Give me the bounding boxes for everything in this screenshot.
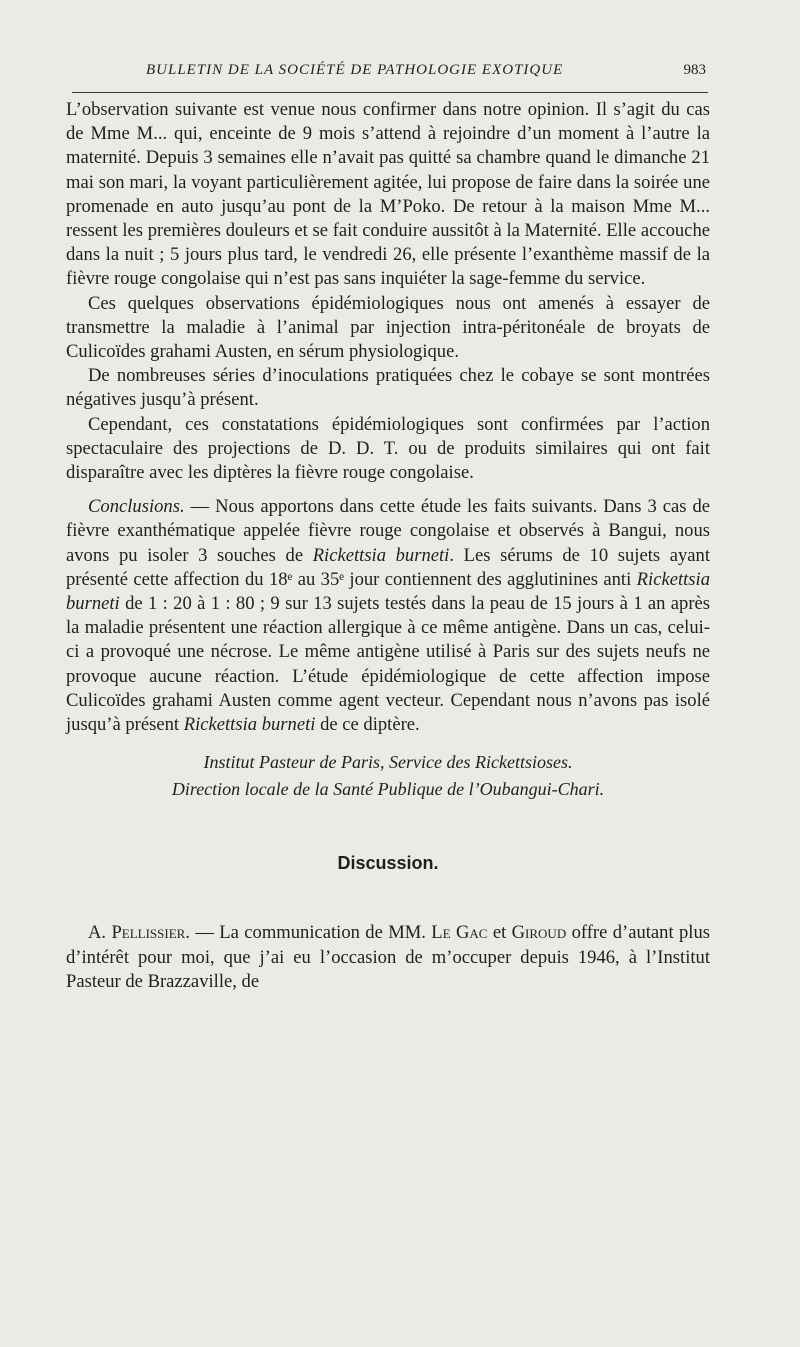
- conclusions-text-1: — Nous apportons dans cette étude les faits suivants. Dans 3 cas de fièvre exanthématique appelée fièvre rouge congolaise et observés à Bangui, nous avons pu isoler 3 souches de: [66, 496, 710, 566]
- affiliation-line-1: Institut Pasteur de Paris, Service des Rickettsioses.: [203, 752, 573, 773]
- author-name-2: Giroud: [511, 922, 567, 944]
- conclusions-italic-3: Rickettsia burneti: [183, 714, 316, 736]
- conclusions-italic-1: Rickettsia burneti: [312, 544, 450, 566]
- conclusions-lead: Conclusions.: [88, 496, 185, 518]
- header-rule: [72, 92, 708, 93]
- paragraph-observation: L’observation suivante est venue nous confirmer dans notre opinion. Il s’agit du cas de Mme M... qui, enceinte de 9 mois s’attend à rejoindre d’un moment à l’autre la maternité. Depuis 3 semaines elle n’avait pas quitté sa chambre quand le dimanche 21 mai son mari, la voyant particulièrement agitée, lui propose de faire dans la soirée une promenade en auto jusqu’au pont de la M’Poko. De retour à la maison Mme M... ressent les premières douleurs et se fait conduire aussitôt à la Maternité. Elle accouche dans la nuit ; 5 jours plus tard, le vendredi 26, elle présente l’exanthème massif de la fièvre rouge congolaise qui n’est pas sans inquiéter la sage-femme du service.: [66, 99, 710, 290]
- paragraph-inoculations: De nombreuses séries d’inoculations pratiquées chez le cobaye se sont montrées négatives jusqu’à présent.: [66, 365, 710, 411]
- discussion-text-3: offre d’autant plus d’intérêt pour moi, que j’ai eu l’occasion de m’occuper depuis 1946, à l’Institut Pasteur de Brazzaville, de: [66, 922, 710, 992]
- paragraph-transmission: Ces quelques observations épidémiologiques nous ont amenés à essayer de transmettre la maladie à l’animal par injection intra-péritonéale de broyats de Culicoïdes grahami Austen, en sérum physiologique.: [66, 292, 710, 363]
- discussant-name: A. Pellissier.: [88, 922, 190, 944]
- conclusions-text-2: . Les sérums de 10 sujets ayant présenté cette affection du 18ᵉ au 35ᵉ jour contiennent des agglutinines anti: [66, 544, 710, 590]
- running-header: [66, 58, 708, 88]
- discussion-text-2: et: [487, 922, 512, 944]
- discussion-heading: Discussion.: [337, 853, 439, 874]
- paragraph-ddt: Cependant, ces constatations épidémiologiques sont confirmées par l’action spectaculaire des projections de D. D. T. ou de produits similaires qui ont fait disparaître avec les diptères la fièvre rouge congolaise.: [66, 413, 710, 484]
- discussion-text-1: — La communication de MM.: [189, 922, 432, 944]
- conclusions-text-4: de ce diptère.: [315, 714, 420, 736]
- affiliation-line-2: Direction locale de la Santé Publique de l’Oubangui-Chari.: [171, 779, 605, 800]
- page-number: 983: [683, 62, 706, 78]
- conclusions-text-3: de 1 : 20 à 1 : 80 ; 9 sur 13 sujets testés dans la peau de 15 jours à 1 an après la maladie présentent une réaction allergique à ce même antigène. Dans un cas, celui-ci a provoqué une nécrose. Le même antigène utilisé à Paris sur des sujets neufs ne provoque aucune réaction. L’étude épidémiologique de cette affection impose Culicoïdes grahami Austen comme agent vecteur. Cependant nous n’avons pas isolé jusqu’à présent: [66, 593, 710, 736]
- article-body: [66, 98, 710, 994]
- running-title: BULLETIN DE LA SOCIÉTÉ DE PATHOLOGIE EXOTIQUE: [146, 62, 564, 78]
- paragraph-discussion: [66, 921, 710, 994]
- author-name-1: Le Gac: [431, 922, 488, 944]
- conclusions-italic-2: Rickettsia burneti: [66, 568, 710, 615]
- paragraph-conclusions: [66, 495, 710, 737]
